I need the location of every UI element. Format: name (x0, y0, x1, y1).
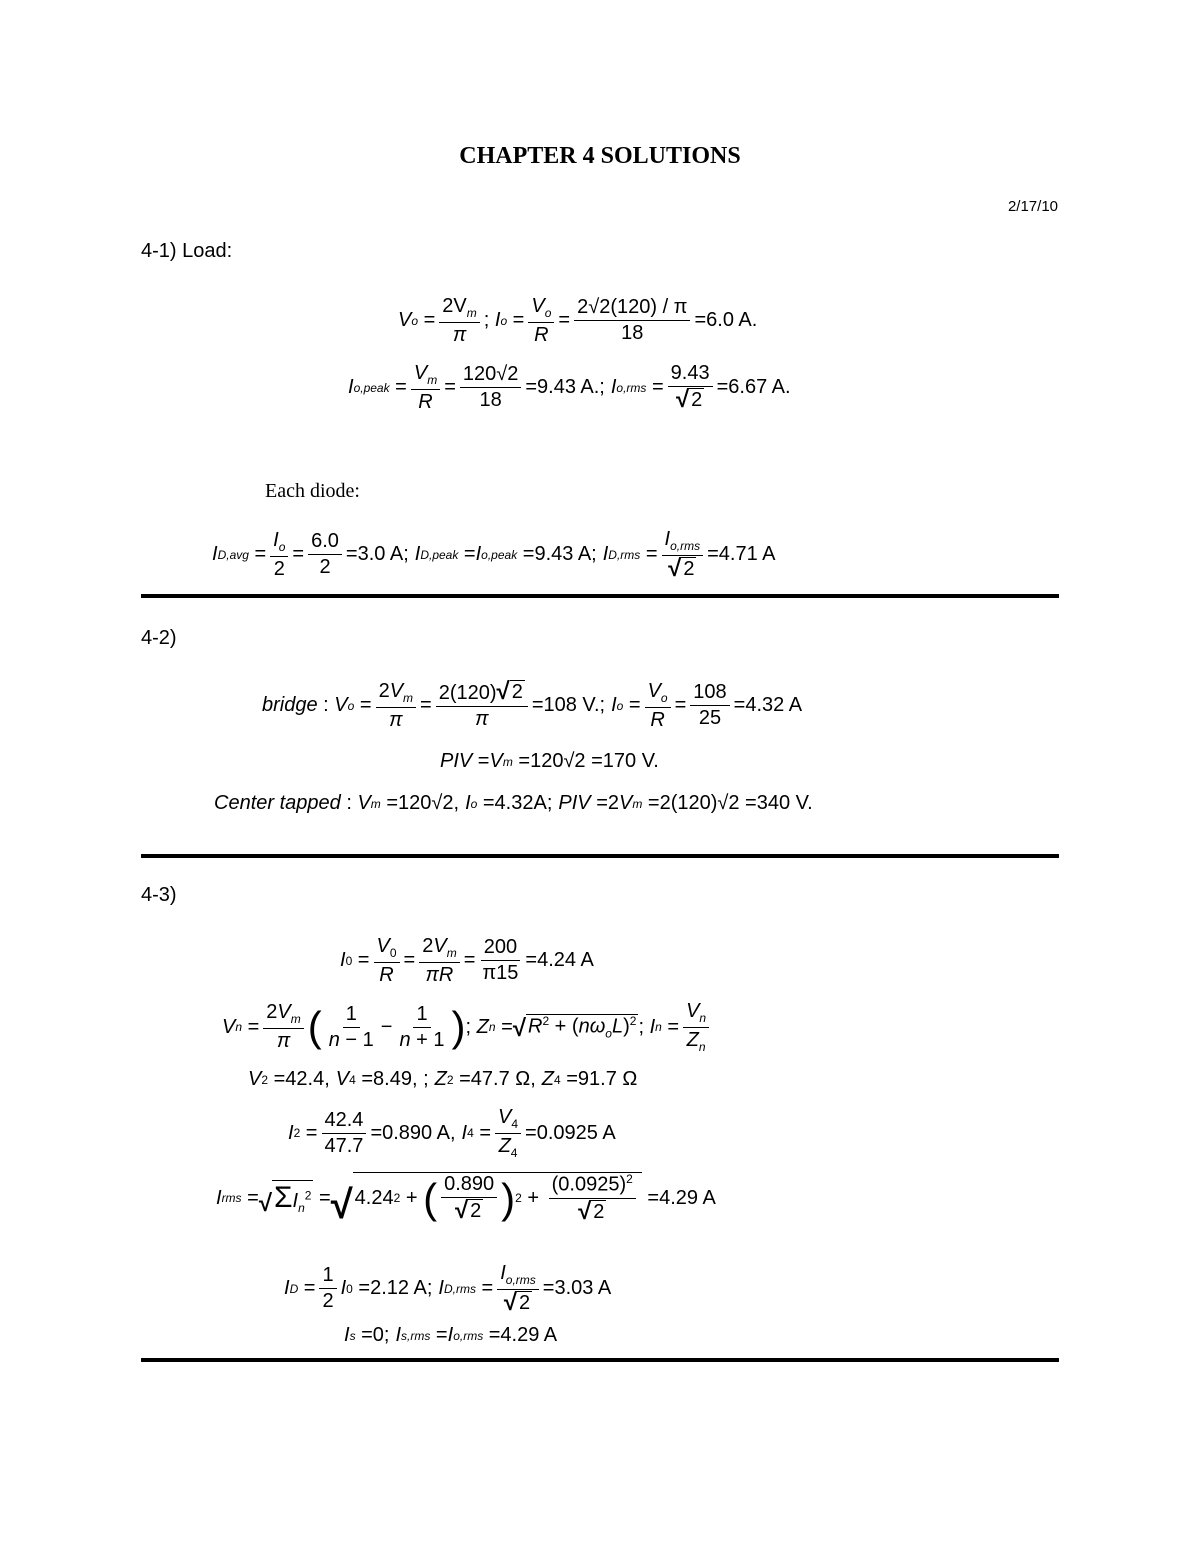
section-divider (141, 1358, 1059, 1362)
section-divider (141, 854, 1059, 858)
equation-4-3-values: V 2 =42.4, V 4 =8.49, ; Z 2 =47.7 Ω, Z 4 =91.7 Ω (248, 1068, 638, 1090)
equation-4-2-piv: PIV = V m =120√2 =170 V. (440, 750, 659, 772)
equation-4-3-is: I s =0; I s,rms = I o,rms =4.29 A (344, 1324, 558, 1346)
problem-label-4-1: 4-1) Load: (141, 240, 233, 262)
equation-4-2-bridge: bridge : V o = $\frac{2V_m}{\pi}$ = 2(120) √ 2 π =108 V.; I o = $\frac{V_o}{R}$ = $\frac{108}{25}$ =4.32 A (262, 678, 803, 731)
page-title: CHAPTER 4 SOLUTIONS (459, 143, 741, 169)
equation-4-3-i0: I 0 = $\frac{V_0}{R}$ = $\frac{2V_m}{\pi R}$ = $\frac{200}{\pi 15}$ =4.24 A (340, 935, 594, 986)
equation-4-1-diode: I D,avg = $\frac{I_o}{2}$ = $\frac{6.0}{2}$ =3.0 A; I D,peak = I o,peak =9.43 A; I D,rms = $I_{o,rms}$ √ 2 =4.71 A (212, 528, 776, 582)
section-divider (141, 594, 1059, 598)
equation-4-3-i2-i4: I 2 = $\frac{42.4}{47.7}$ =0.890 A, I 4 = $\frac{V_4}{Z_4}$ =0.0925 A (288, 1106, 616, 1160)
date-stamp: 2/17/10 (1007, 198, 1058, 215)
equation-4-1-average: V o = $\frac{2V_m}{\pi}$ ; I o = $\frac{V_o}{R}$ = $\frac{2√2(120) / \pi}{18}$ =6.0 A. (398, 295, 758, 346)
equation-4-1-peak: I o,peak = $\frac{V_m}{R}$ = $\frac{120√2}{18}$ =9.43 A.; I o,rms = 9.43 √ 2 =6.67 A. (348, 362, 791, 414)
each-diode-label: Each diode: (265, 480, 360, 502)
equation-4-3-irms: I rms = √ $\Sigma I_n^2$ = √ 4.24 2 + ( 0.890 √ 2 ) 2 + $(0.0925)^2$ √ 2 =4.29 A (216, 1172, 716, 1227)
equation-4-3-vn: V n = $\frac{2V_m}{\pi}$ ( $\frac{1}{n - 1}$ − $\frac{1}{n + 1}$ ) ; Z n = √ $R^2 + (n\omega_oL)^2$ ; I n = $\frac{V_n}{Z_n}$ (222, 1000, 713, 1055)
problem-label-4-2: 4-2) (141, 627, 177, 649)
equation-4-2-center-tapped: Center tapped : V m =120√2, I o =4.32A; PIV =2 V m =2(120)√2 =340 V. (214, 792, 813, 814)
equation-4-3-id: I D = $\frac{1}{2}$ I 0 =2.12 A; I D,rms = $I_{o,rms}$ √ 2 =3.03 A (284, 1262, 612, 1316)
problem-label-4-3: 4-3) (141, 884, 177, 906)
